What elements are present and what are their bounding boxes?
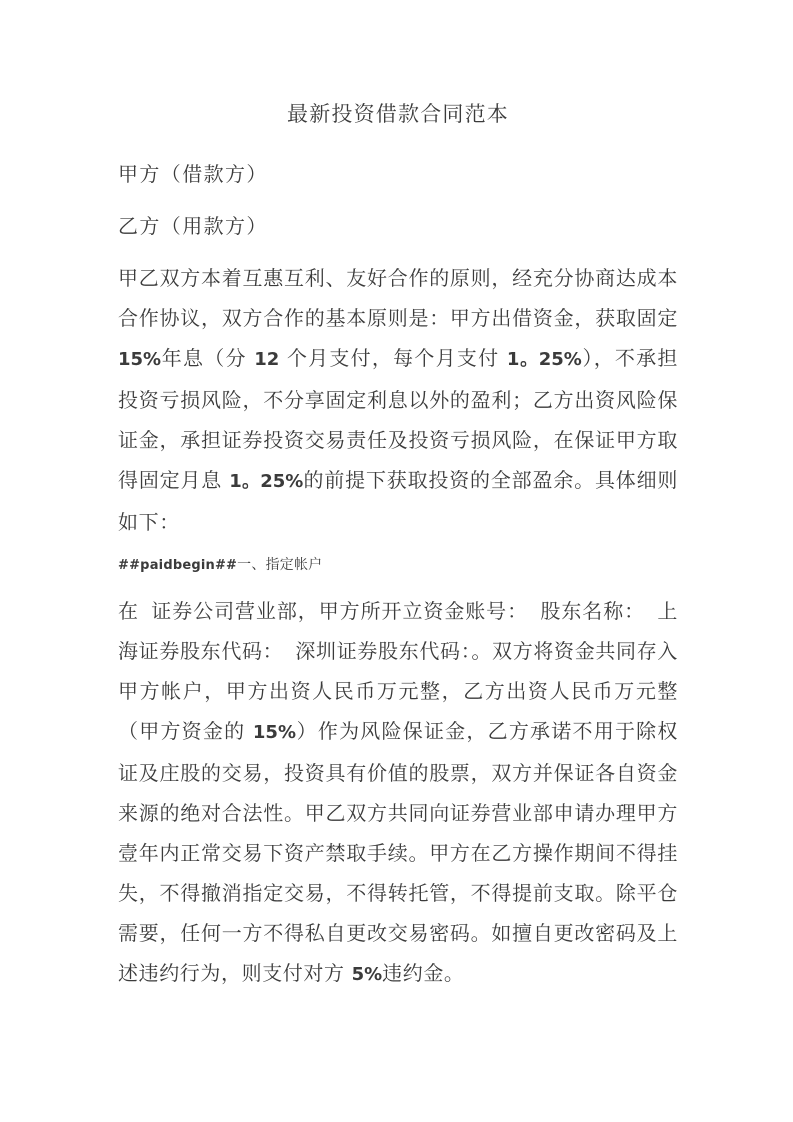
- intro-text-3: 个月支付，每个月支付: [279, 346, 507, 370]
- penalty-rate-value: 5%: [351, 964, 383, 985]
- clause-text-7: 违约金。: [382, 961, 465, 985]
- clause-text-5: 深圳证券股东代码：。双方将资金共同存入甲方帐户，甲方出资人民币万元整，乙方出资人民币万元整（甲方资金的: [118, 639, 678, 743]
- intro-paragraph: [118, 258, 678, 542]
- months-value: 12: [254, 349, 280, 370]
- section-heading-one: 一、指定帐户: [237, 557, 323, 573]
- intro-text-2: 年息（分: [161, 346, 255, 370]
- monthly-rate-value-2: 1。25%: [229, 471, 304, 492]
- clause-text-1: 在: [118, 599, 139, 623]
- intro-text-1: 甲乙双方本着互惠互利、友好合作的原则，经充分协商达成本合作协议，双方合作的基本原则是：甲方出借资金，获取固定: [118, 266, 678, 330]
- clause-text-4: 上海证券股东代码：: [118, 599, 678, 663]
- party-b-line: 乙方（用款方）: [118, 214, 268, 238]
- clause-one-paragraph: [118, 591, 678, 995]
- clause-text-3: 股东名称：: [540, 599, 646, 623]
- paid-begin-marker: ##paidbegin##: [118, 558, 238, 573]
- page-title: 最新投资借款合同范本: [287, 102, 509, 126]
- section-marker-line: [118, 554, 678, 577]
- monthly-rate-value: 1。25%: [506, 349, 582, 370]
- clause-text-2: 证券公司营业部，甲方所开立资金账号：: [150, 599, 529, 623]
- party-a-line: 甲方（借款方）: [118, 162, 268, 186]
- intro-text-5: 的前提下获取投资的全部盈余。具体细则如下：: [118, 468, 678, 534]
- annual-rate-value: 15%: [118, 349, 162, 370]
- intro-text-4: ），不承担投资亏损风险，不分享固定利息以外的盈利；乙方出资风险保证金，承担证券投资交易责任及投资亏损风险，在保证甲方取得固定月息: [118, 346, 679, 492]
- document-content: [118, 96, 678, 1007]
- margin-ratio-value: 15%: [252, 722, 296, 743]
- clause-text-6: ）作为风险保证金，乙方承诺不用于除权证及庄股的交易，投资具有价值的股票，双方并保证各自资金来源的绝对合法性。甲乙双方共同向证券营业部申请办理甲方壹年内正常交易下资产禁取手续。甲方在乙方操作期间不得挂失，不得撤消指定交易，不得转托管，不得提前支取。除平仓需要，任何一方不得私自更改交易密码。如擅自更改密码及上述违约行为，则支付对方: [118, 719, 678, 985]
